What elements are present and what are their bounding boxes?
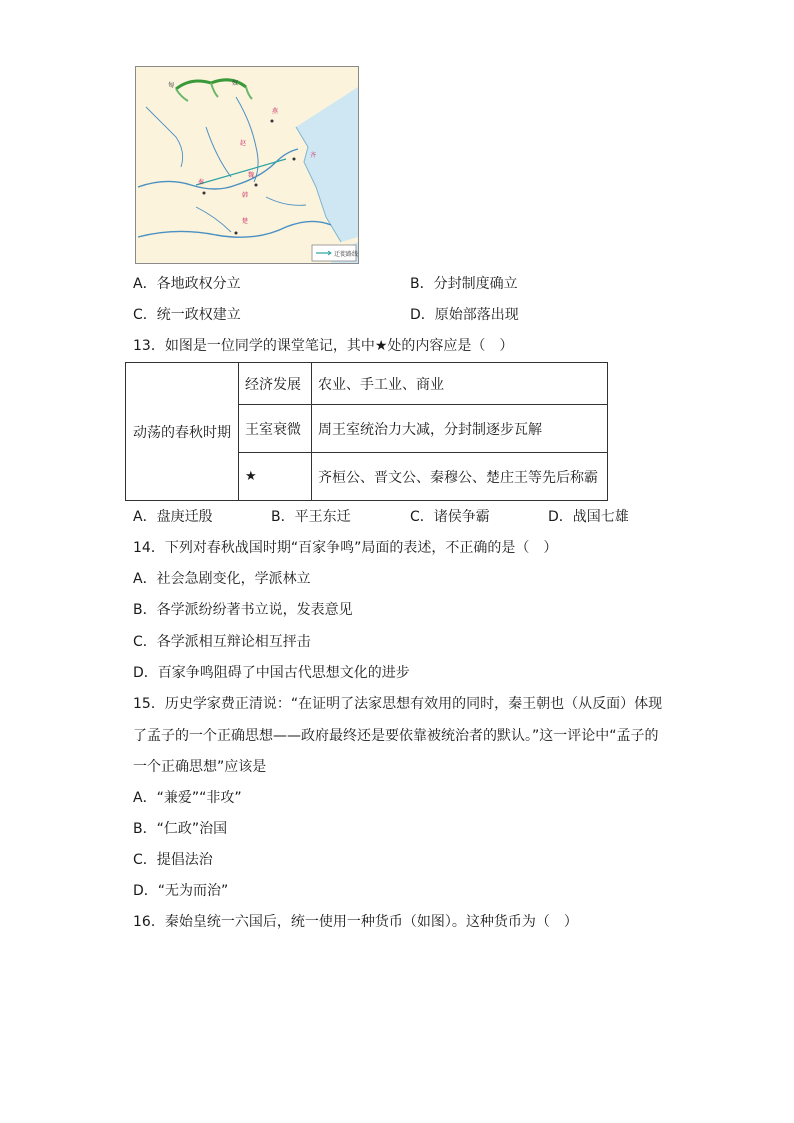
q12-option-a[interactable] <box>133 274 241 294</box>
option-letter: B． <box>133 821 157 837</box>
option-letter: C． <box>133 852 157 868</box>
wall-arcs <box>176 83 252 101</box>
option-letter: C． <box>133 307 157 323</box>
option-letter: C． <box>410 509 434 525</box>
star-cell: ★ <box>239 453 312 501</box>
map-label-qin: 秦 <box>198 179 205 186</box>
river-branch-3 <box>146 107 183 167</box>
content-cell: 周王室统治力大减，分封制逐步瓦解 <box>312 405 608 453</box>
table-row <box>126 363 608 405</box>
yangtze-river <box>138 221 331 237</box>
q13-stem: 13．如图是一位同学的课堂笔记，其中★处的内容应是（ ） <box>133 338 514 354</box>
map-label-wei: 魏 <box>248 172 255 179</box>
q15-option-a[interactable] <box>133 788 242 808</box>
map-label-chu: 楚 <box>242 218 249 225</box>
option-text: 统一政权建立 <box>156 307 241 323</box>
historical-map <box>135 66 359 264</box>
q12-option-b[interactable] <box>410 274 518 294</box>
option-letter: A． <box>133 790 157 806</box>
option-text: 各学派纷纷著书立说，发表意见 <box>156 602 353 618</box>
q15-option-c[interactable] <box>133 850 213 870</box>
q14-option-c[interactable] <box>133 632 311 652</box>
map-legend-label: 迁徙路线 <box>334 251 358 258</box>
q12-option-d[interactable] <box>410 305 519 325</box>
option-text: 提倡法治 <box>156 852 213 868</box>
option-text: 分封制度确立 <box>433 276 518 292</box>
option-text: 诸侯争霸 <box>433 509 490 525</box>
option-text: “仁政”治国 <box>156 821 228 837</box>
option-letter: A． <box>133 571 157 587</box>
class-notes-table <box>125 362 608 501</box>
option-letter: B． <box>271 509 295 525</box>
map-label-xiong: 匈 <box>168 82 175 89</box>
city-dot <box>255 184 258 187</box>
river-branch-4 <box>196 207 231 232</box>
option-text: 战国七雄 <box>572 509 629 525</box>
map-drawing <box>136 67 358 263</box>
q13-option-a[interactable] <box>133 507 213 527</box>
q13-option-b[interactable] <box>271 507 351 527</box>
q13-option-d[interactable] <box>548 507 629 527</box>
option-letter: C． <box>133 634 157 650</box>
city-dot <box>235 232 238 235</box>
q15-stem-line-3: 一个正确思想”应该是 <box>133 759 267 775</box>
q14-option-b[interactable] <box>133 600 353 620</box>
topic-cell: 王室衰微 <box>239 405 312 453</box>
q14-option-d[interactable] <box>133 663 410 683</box>
map-label-han: 韩 <box>242 192 249 199</box>
q13-option-c[interactable] <box>410 507 490 527</box>
option-letter: B． <box>410 276 434 292</box>
q14-stem: 14．下列对春秋战国时期“百家争鸣”局面的表述，不正确的是（ ） <box>133 540 558 556</box>
option-text: “无为而治” <box>157 883 229 899</box>
option-letter: D． <box>548 509 573 525</box>
option-text: 各地政权分立 <box>156 276 241 292</box>
q15-stem-line-2: 了孟子的一个正确思想——政府最终还是要依靠被统治者的默认。”这一评论中“孟子的 <box>133 728 659 744</box>
q14-option-a[interactable] <box>133 569 311 589</box>
option-text: 平王东迁 <box>294 509 351 525</box>
option-text: 盘庚迁殷 <box>156 509 213 525</box>
q16-stem: 16．秦始皇统一六国后，统一使用一种货币（如图）。这种货币为（ ） <box>133 914 578 930</box>
option-text: 原始部落出现 <box>434 307 519 323</box>
map-label-zhao: 赵 <box>240 140 247 147</box>
option-text: 百家争鸣阻碍了中国古代思想文化的进步 <box>157 665 410 681</box>
q15-stem-line-1: 15．历史学家费正清说：“在证明了法家思想有效用的同时，秦王朝也（从反面）体现 <box>133 696 663 712</box>
option-text: 各学派相互辩论相互抨击 <box>156 634 311 650</box>
map-label-yan: 燕 <box>272 108 279 115</box>
content-cell: 农业、手工业、商业 <box>312 363 608 405</box>
map-label-qi: 齐 <box>310 152 317 159</box>
option-letter: A． <box>133 509 157 525</box>
option-letter: D． <box>133 883 158 899</box>
option-letter: D． <box>133 665 158 681</box>
city-dot <box>293 158 296 161</box>
migration-route <box>196 159 286 185</box>
period-cell: 动荡的春秋时期 <box>126 363 239 501</box>
option-letter: D． <box>410 307 435 323</box>
river-branch-1 <box>206 127 231 177</box>
option-letter: A． <box>133 276 157 292</box>
city-dot <box>203 192 206 195</box>
q15-option-b[interactable] <box>133 819 227 839</box>
topic-cell: 经济发展 <box>239 363 312 405</box>
city-dot <box>271 120 274 123</box>
q12-option-c[interactable] <box>133 305 241 325</box>
option-text: 社会急剧变化，学派林立 <box>156 571 311 587</box>
option-letter: B． <box>133 602 157 618</box>
map-label-nu: 奴 <box>232 80 239 87</box>
huai-river <box>266 197 306 205</box>
option-text: “兼爱”“非攻” <box>156 790 242 806</box>
content-cell: 齐桓公、晋文公、秦穆公、楚庄王等先后称霸 <box>312 453 608 501</box>
q15-option-d[interactable] <box>133 881 228 901</box>
